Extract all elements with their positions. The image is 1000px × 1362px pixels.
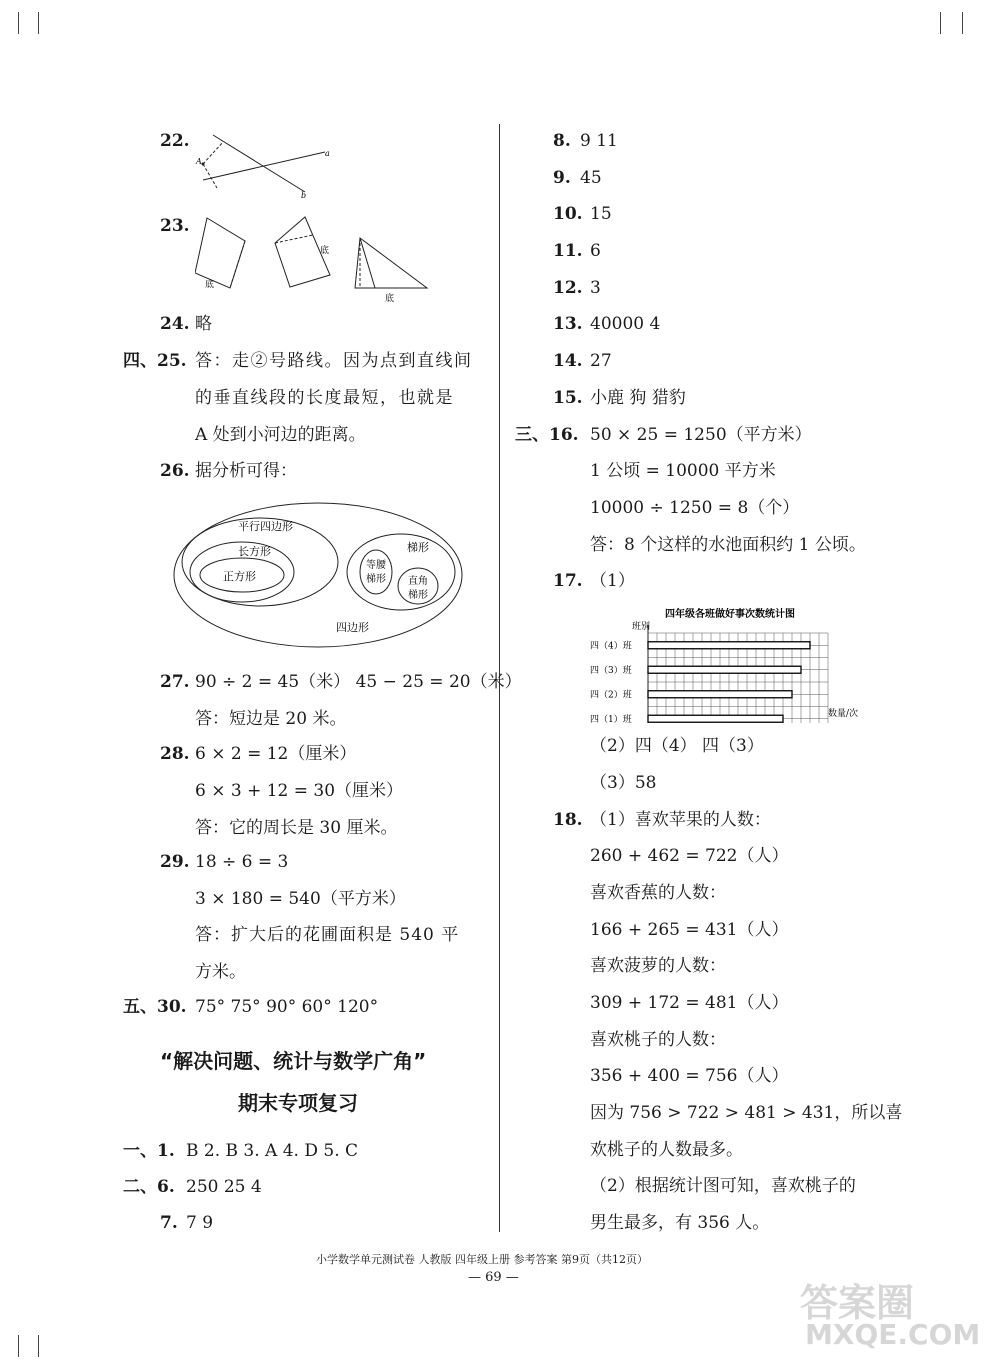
q14-answer: 27 — [590, 351, 612, 371]
q15-number: 15. — [553, 388, 583, 408]
q18-line5: 喜欢菠萝的人数： — [590, 956, 726, 976]
crop-mark — [18, 1335, 19, 1357]
q27-line1: 90 ÷ 2 = 45（米） 45 − 25 = 20（米） — [195, 672, 522, 692]
q10-number: 10. — [553, 204, 583, 224]
q28-line1: 6 × 2 = 12（厘米） — [195, 744, 357, 764]
q18-line6: 309 + 172 = 481（人） — [590, 993, 789, 1013]
venn-diagram — [172, 500, 464, 650]
category-label: 四（1）班 — [590, 714, 632, 723]
q30-answer: 75° 75° 90° 60° 120° — [195, 997, 379, 1017]
q16-line2: 1 公顷 = 10000 平方米 — [590, 461, 776, 481]
chart-xlabel: 数量/次 — [828, 709, 859, 719]
section-title-1: “解决问题、统计与数学广角” — [160, 1049, 427, 1073]
q24-answer: 略 — [195, 314, 212, 334]
base-label-1: 底 — [205, 280, 215, 290]
q11-answer: 6 — [590, 241, 601, 261]
q30-number: 五、30. — [123, 997, 187, 1017]
q9-number: 9. — [553, 168, 571, 188]
q10-answer: 15 — [590, 204, 612, 224]
q17-line3: （3）58 — [590, 773, 657, 793]
footer-info: 小学数学单元测试卷 人教版 四年级上册 参考答案 第9页（共12页） — [316, 1253, 648, 1266]
q8-answer: 9 11 — [580, 131, 618, 151]
q13-number: 13. — [553, 314, 583, 334]
q29-line1: 18 ÷ 6 = 3 — [195, 852, 289, 872]
q28-line2: 6 × 3 + 12 = 30（厘米） — [195, 781, 404, 801]
crop-mark — [18, 12, 19, 34]
q18-line8: 356 + 400 = 756（人） — [590, 1066, 789, 1086]
q12-number: 12. — [553, 278, 583, 298]
s2-answers: 250 25 4 — [186, 1177, 262, 1197]
bar — [648, 666, 801, 673]
q28-number: 28. — [160, 744, 190, 764]
q24-number: 24. — [160, 314, 190, 334]
line-a-label: a — [325, 149, 330, 158]
venn-label-right: 直角 — [408, 576, 428, 587]
q28-line3: 答：它的周长是 30 厘米。 — [195, 818, 398, 838]
q22-figure — [195, 130, 335, 200]
q29-line4: 方米。 — [195, 962, 246, 982]
venn-label-trapezoid: 梯形 — [407, 541, 429, 554]
bar — [648, 715, 783, 722]
q18-line9: 因为 756 > 722 > 481 > 431，所以喜 — [590, 1103, 903, 1123]
q9-answer: 45 — [580, 168, 602, 188]
q7-number: 7. — [160, 1213, 178, 1233]
q23-number: 23. — [160, 216, 190, 236]
chart-ylabel: 班别 — [632, 622, 651, 632]
crop-mark — [38, 1335, 39, 1357]
q25-line2: 的垂直线段的长度最短，也就是 — [195, 388, 454, 408]
bar — [648, 691, 792, 698]
q25-line1: 答：走②号路线。因为点到直线间 — [195, 351, 473, 371]
q17-line2: （2）四（4） 四（3） — [590, 736, 764, 756]
venn-label-rectangle: 长方形 — [238, 545, 271, 558]
q7-answer: 7 9 — [186, 1213, 214, 1233]
q16-line1: 50 × 25 = 1250（平方米） — [590, 425, 812, 445]
venn-label-isosceles-2: 梯形 — [366, 574, 386, 585]
q26-text: 据分析可得： — [195, 461, 297, 481]
line-b-label: b — [301, 191, 307, 200]
category-label: 四（4）班 — [590, 641, 632, 652]
q11-number: 11. — [553, 241, 583, 261]
base-label-2: 底 — [320, 246, 330, 256]
q26-number: 26. — [160, 461, 190, 481]
q18-line2: 260 + 462 = 722（人） — [590, 846, 789, 866]
crop-mark — [38, 12, 39, 34]
q25-number: 四、25. — [123, 351, 187, 371]
crop-mark — [940, 12, 941, 34]
s1-number: 一、1. — [123, 1141, 175, 1161]
venn-label-quadrilateral: 四边形 — [336, 621, 369, 634]
s2-number: 二、6. — [123, 1177, 175, 1197]
q29-line3: 答：扩大后的花圃面积是 540 平 — [195, 925, 460, 945]
point-a-label: A — [196, 157, 202, 166]
base-label-3: 底 — [385, 294, 395, 303]
s1-answers: B 2. B 3. A 4. D 5. C — [186, 1141, 359, 1161]
q18-line11: （2）根据统计图可知，喜欢桃子的 — [590, 1176, 856, 1196]
watermark-logo: 答案圈 — [800, 1281, 915, 1325]
q13-answer: 40000 4 — [590, 314, 661, 334]
venn-label-square: 正方形 — [223, 570, 256, 583]
q27-number: 27. — [160, 672, 190, 692]
q18-line4: 166 + 265 = 431（人） — [590, 920, 789, 940]
q17-line1: （1） — [590, 571, 635, 591]
venn-label-right-2: 梯形 — [408, 590, 428, 601]
q18-line10: 欢桃子的人数最多。 — [590, 1140, 743, 1160]
venn-label-parallelogram: 平行四边形 — [238, 520, 293, 533]
q23-figure — [195, 213, 435, 303]
category-label: 四（3）班 — [590, 665, 632, 676]
q17-number: 17. — [553, 571, 583, 591]
q27-line2: 答：短边是 20 米。 — [195, 709, 347, 729]
q18-line3: 喜欢香蕉的人数： — [590, 883, 726, 903]
category-label: 四（2）班 — [590, 690, 632, 701]
q29-number: 29. — [160, 852, 190, 872]
bar — [648, 642, 810, 649]
q22-number: 22. — [160, 131, 190, 151]
watermark-url: MXQE.COM — [805, 1318, 981, 1351]
section-title-2: 期末专项复习 — [238, 1091, 358, 1115]
q18-number: 18. — [553, 810, 583, 830]
crop-mark — [962, 12, 963, 34]
q18-line1: （1）喜欢苹果的人数： — [590, 810, 771, 830]
q16-line3: 10000 ÷ 1250 = 8（个） — [590, 498, 800, 518]
q25-line3: A 处到小河边的距离。 — [195, 425, 366, 445]
q15-answer: 小鹿 狗 猎豹 — [590, 388, 686, 408]
q16-number: 三、16. — [515, 425, 579, 445]
page-number: — 69 — — [468, 1270, 519, 1285]
q16-line4: 答：8 个这样的水池面积约 1 公顷。 — [590, 535, 866, 555]
q18-line7: 喜欢桃子的人数： — [590, 1030, 726, 1050]
q14-number: 14. — [553, 351, 583, 371]
chart-title: 四年级各班做好事次数统计图 — [665, 609, 795, 620]
bar-chart — [588, 603, 878, 723]
q8-number: 8. — [553, 131, 571, 151]
venn-label-isosceles: 等腰 — [366, 560, 386, 571]
q18-line12: 男生最多，有 356 人。 — [590, 1213, 770, 1233]
q29-line2: 3 × 180 = 540（平方米） — [195, 889, 406, 909]
q12-answer: 3 — [590, 278, 601, 298]
